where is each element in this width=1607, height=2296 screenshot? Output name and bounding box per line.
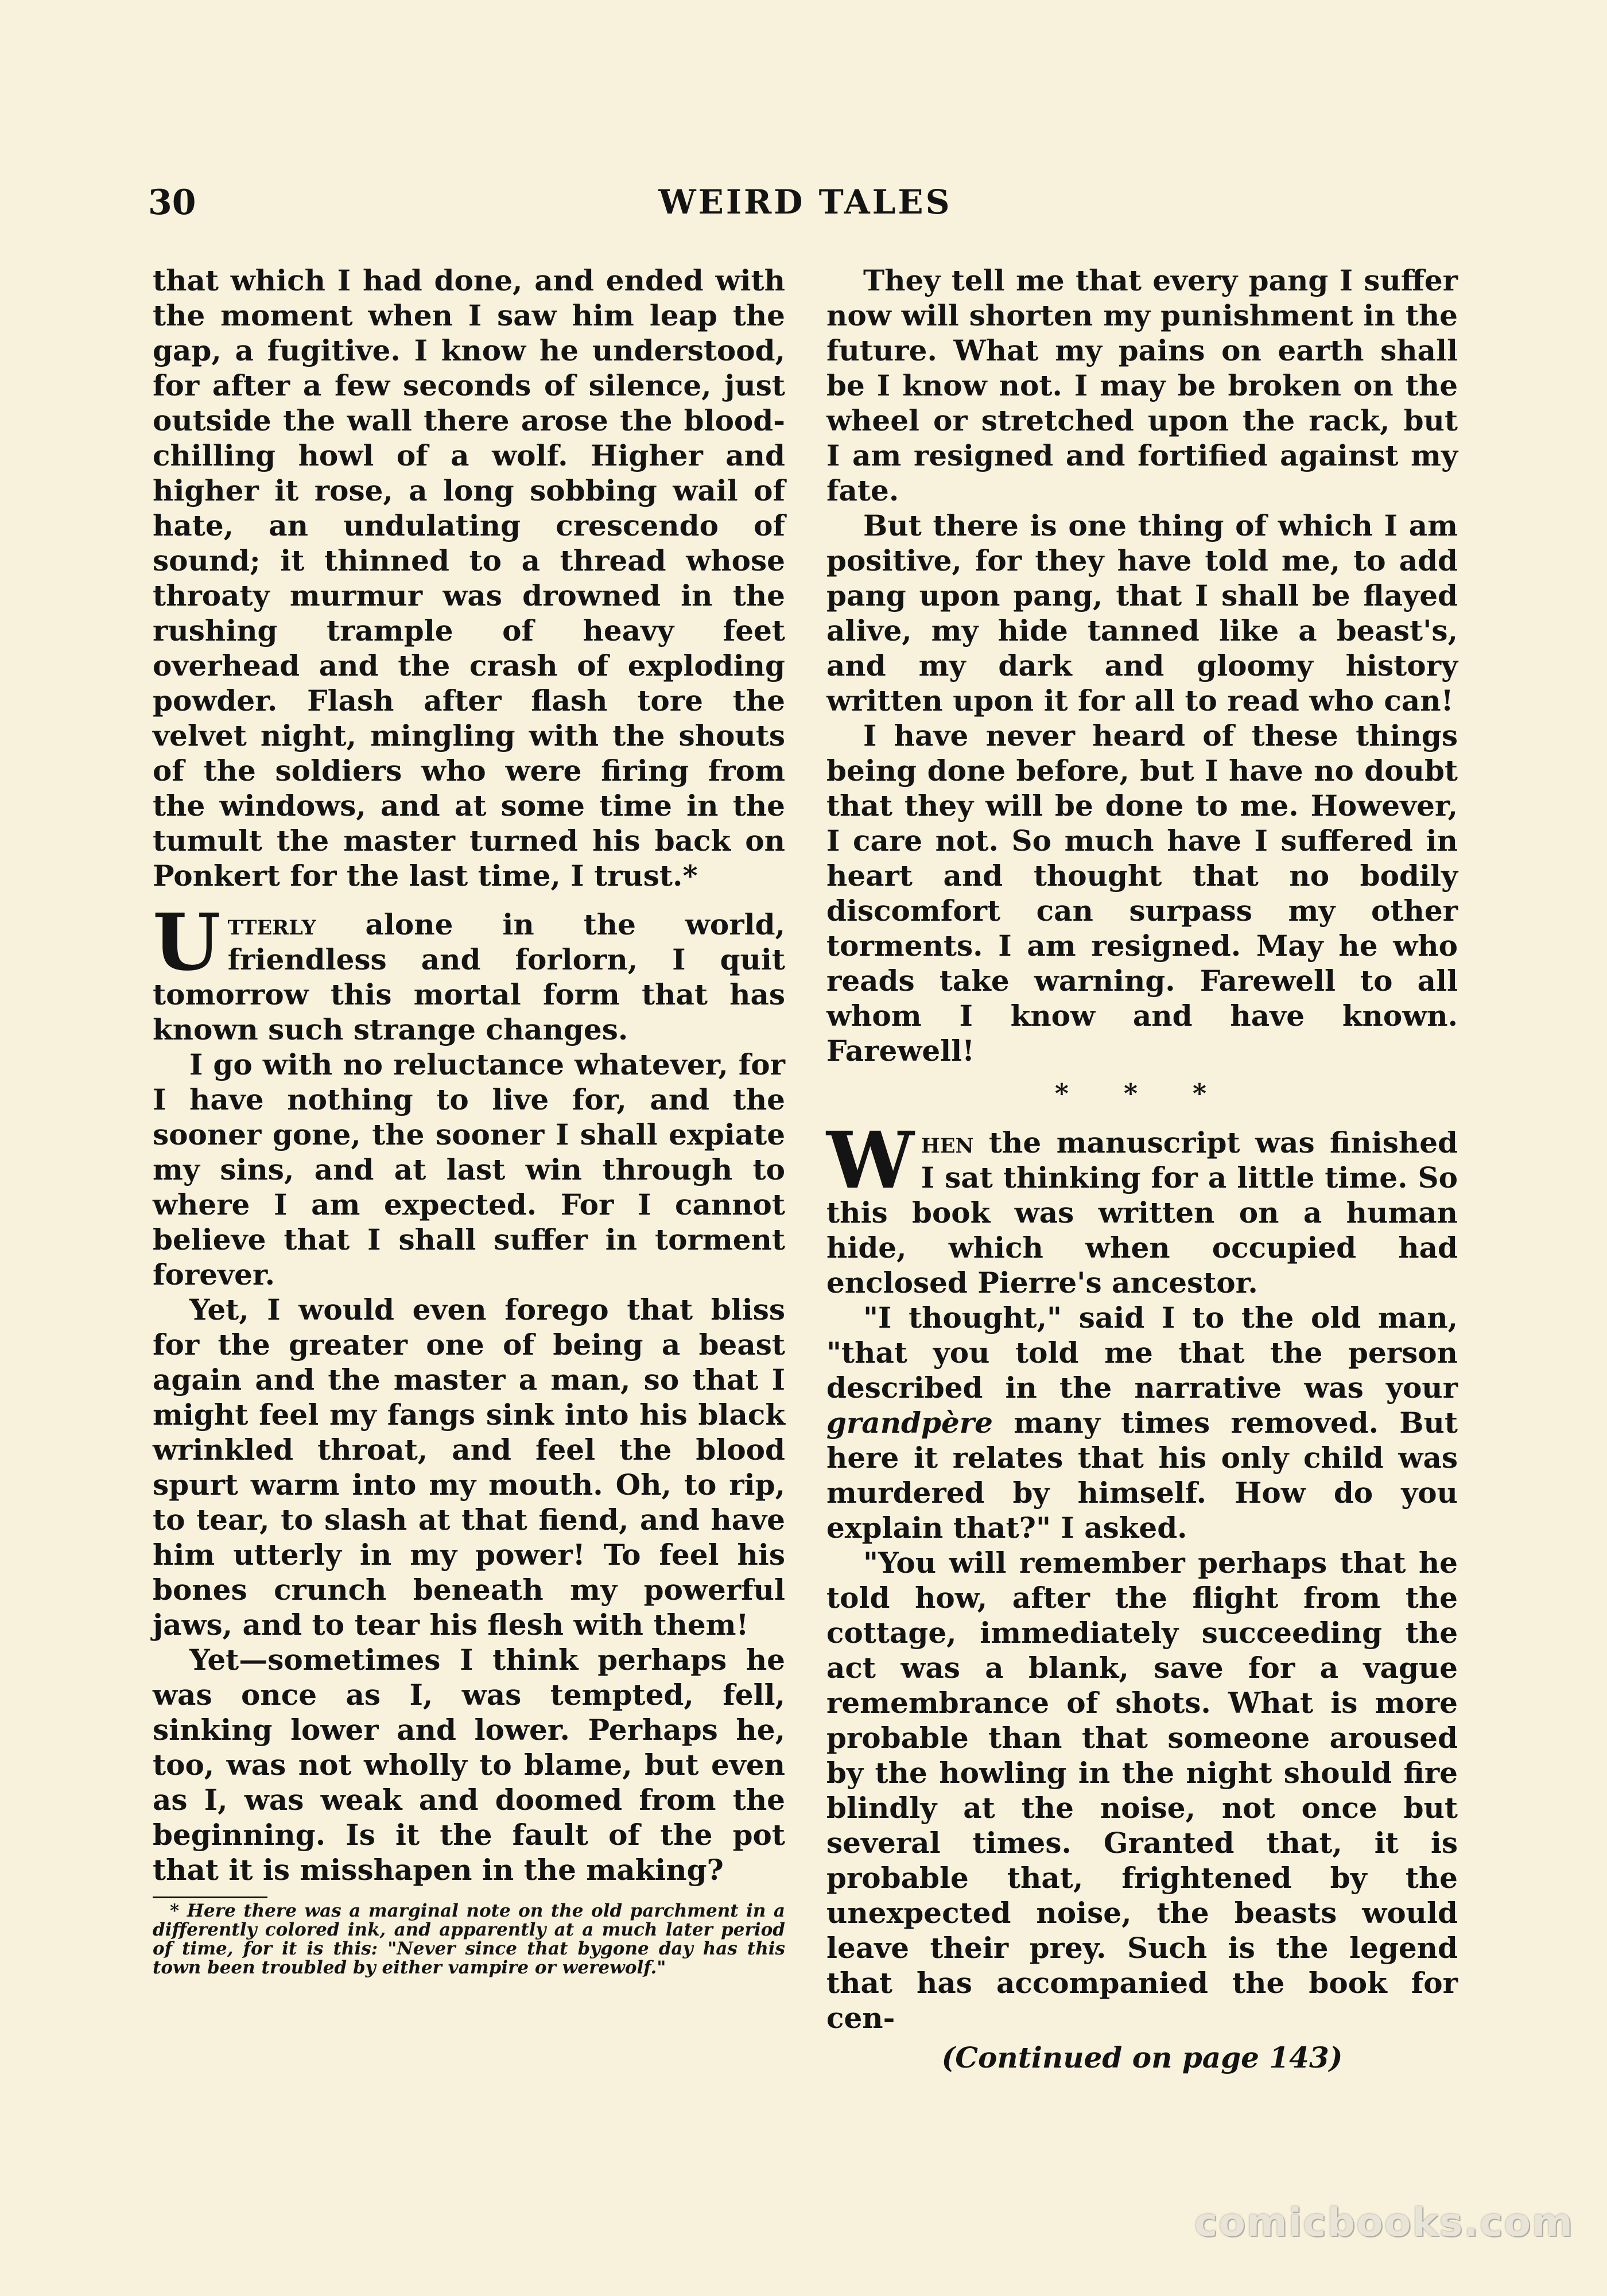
small-caps-lead: hen — [921, 1126, 974, 1159]
paragraph-text: the manuscript was finished I sat thinking for a little time. So this book was written on a human hide, which when occupied had enclosed Pierre's ancestor. — [826, 1126, 1458, 1300]
small-caps-lead: tterly — [227, 907, 316, 941]
dropcap-paragraph — [826, 1115, 1458, 1300]
drop-cap: W — [826, 1115, 914, 1207]
watermark: comicbooks.com — [1194, 2200, 1574, 2245]
paragraph: I go with no reluctance whatever, for I have nothing to live for, and the sooner gone, the sooner I shall expiate my sins, and at last win through to where I am expected. For I cannot believe that I shall suffer in torment forever. — [153, 1048, 785, 1292]
paragraph — [826, 1300, 1458, 1545]
left-column — [153, 263, 785, 1977]
page-header — [148, 183, 1462, 228]
dropcap-paragraph — [153, 897, 785, 1047]
footnote: * Here there was a marginal note on the old parchment in a differently colored ink, and apparently at a much later period of time, for it is this: "Never since that bygone day has this town been troubled by either vampire or werewolf." — [153, 1901, 785, 1978]
paragraph: I have never heard of these things being done before, but I have no doubt that they will be done to me. However, I care not. So much have I suffered in heart and thought that no bodily discomfort can surpass my other torments. I am resigned. May he who reads take warning. Farewell to all whom I know and have known. Farewell! — [826, 719, 1458, 1068]
paragraph: "You will remember perhaps that he told how, after the flight from the cottage, immediately succeeding the act was a blank, save for a vague remembrance of shots. What is more probable than that someone aroused by the howling in the night should fire blindly at the noise, not once but several times. Granted that, it is probable that, frightened by the unexpected noise, the beasts would leave their prey. Such is the legend that has accompanied the book for cen- — [826, 1546, 1458, 2035]
paragraph: Yet—sometimes I think perhaps he was once as I, was tempted, fell, sinking lower and lower. Perhaps he, too, was not wholly to blame, but even as I, was weak and doomed from the beginning. Is it the fault of the pot that it is misshapen in the making? — [153, 1643, 785, 1887]
continued-note: (Continued on page 143) — [941, 2041, 1343, 2074]
paragraph: that which I had done, and ended with the moment when I saw him leap the gap, a fugitive. I know he understood, for after a few seconds of silence, just outside the wall there arose the blood-chilling howl of a wolf. Higher and higher it rose, a long sobbing wail of hate, an undulating crescendo of sound; it thinned to a thread whose throaty murmur was drowned in the rushing trample of heavy feet overhead and the crash of exploding powder. Flash after flash tore the velvet night, mingling with the shouts of the soldiers who were firing from the windows, and at some time in the tumult the master turned his back on Ponkert for the last time, I trust.* — [153, 263, 785, 893]
page-number: 30 — [148, 183, 196, 223]
italic-word: grandpère — [826, 1406, 993, 1440]
drop-cap: U — [153, 897, 221, 988]
paragraph: But there is one thing of which I am positive, for they have told me, to add pang upon pang, that I shall be flayed alive, my hide tanned like a beast's, and my dark and gloomy history written upon it for all to read who can! — [826, 509, 1458, 718]
paragraph: Yet, I would even forego that bliss for the greater one of being a beast again and the master a man, so that I might feel my fangs sink into his black wrinkled throat, and feel the blood spurt warm into my mouth. Oh, to rip, to tear, to slash at that fiend, and have him utterly in my power! To feel his bones crunch beneath my powerful jaws, and to tear his flesh with them! — [153, 1293, 785, 1642]
footnote-divider — [153, 1896, 267, 1898]
paragraph-text: many times removed. But here it relates that his only child was murdered by himself. How do you explain that?" I asked. — [826, 1406, 1458, 1545]
running-title: WEIRD TALES — [658, 183, 952, 222]
paragraph: They tell me that every pang I suffer now will shorten my punishment in the future. What my pains on earth shall be I know not. I may be broken on the wheel or stretched upon the rack, but I am resigned and fortified against my fate. — [826, 263, 1458, 507]
paragraph-text: "I thought," said I to the old man, "that you told me that the person described in the narrative was your — [826, 1301, 1458, 1405]
paragraph-text: alone in the world, friendless and forlorn, I quit tomorrow this mortal form that has known such strange changes. — [153, 907, 785, 1046]
right-column — [826, 263, 1458, 2075]
section-separator: * * * — [1054, 1078, 1230, 1109]
